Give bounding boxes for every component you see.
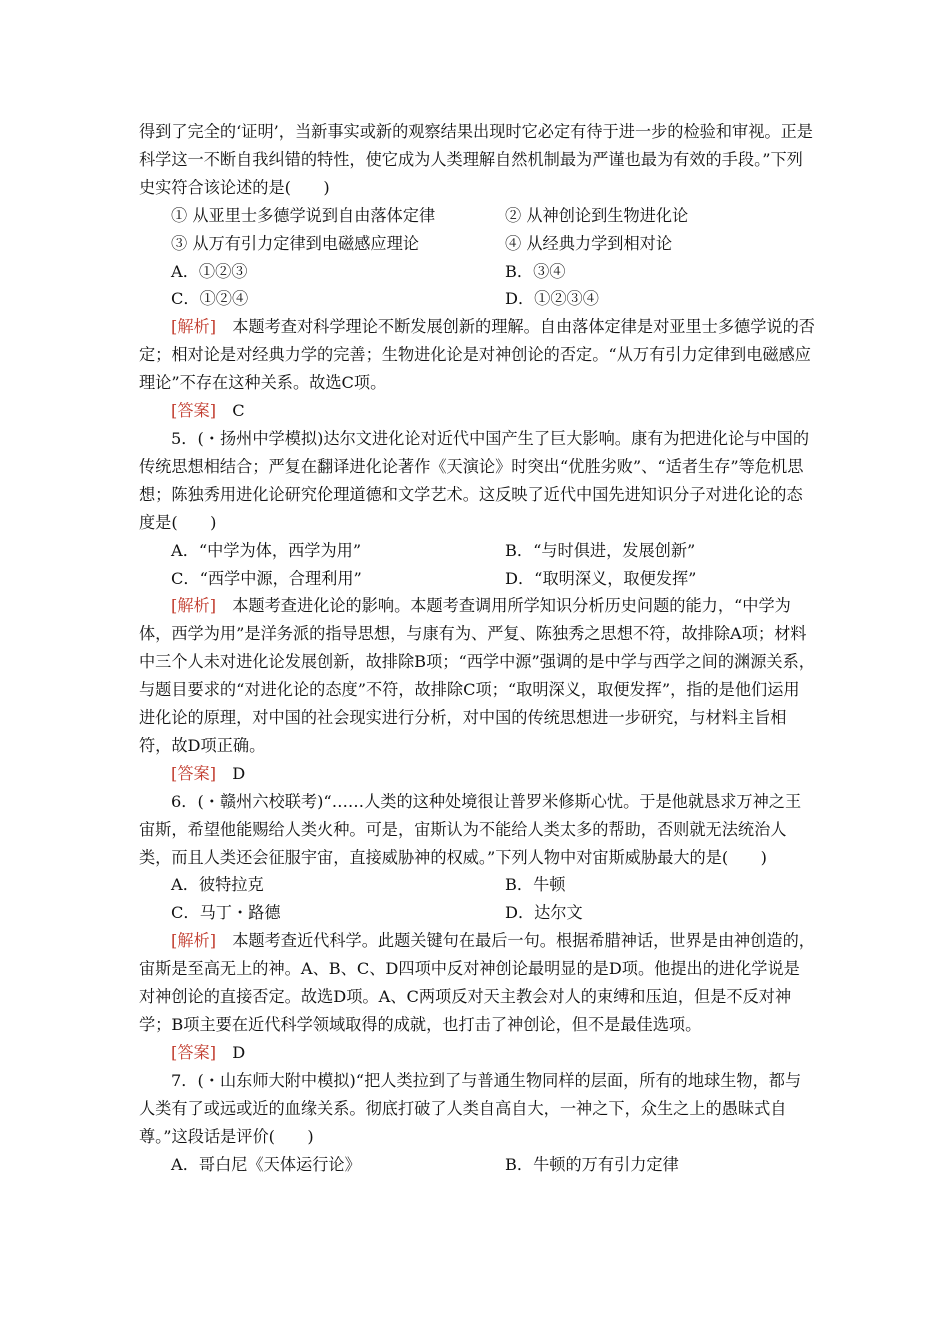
q7-option-row bbox=[139, 1151, 815, 1179]
answer-tag: [ 答案 ] bbox=[171, 1043, 216, 1062]
q7-option-b: B．牛顿的万有引力定律 bbox=[505, 1154, 679, 1174]
q4-option-d: D．①②③④ bbox=[505, 289, 599, 309]
q6-answer bbox=[139, 1039, 815, 1067]
q5-option-row bbox=[139, 537, 815, 565]
q4-option-c: C．①②④ bbox=[171, 289, 249, 309]
q6-analysis bbox=[139, 927, 815, 1039]
q5-answer bbox=[139, 760, 815, 788]
analysis-tag: [ 解析 ] bbox=[171, 596, 216, 615]
q5-option-c: C．“西学中源，合理利用” bbox=[171, 568, 362, 588]
q4-option-row bbox=[139, 285, 815, 313]
q5-option-b: B．“与时俱进，发展创新” bbox=[505, 540, 696, 560]
q6-option-d: D．达尔文 bbox=[505, 903, 583, 923]
q6-option-row bbox=[139, 899, 815, 927]
q4-item: ④ 从经典力学到相对论 bbox=[505, 233, 673, 253]
q4-stem: 得到了完全的‘证明’，当新事实或新的观察结果出现时它必定有待于进一步的检验和审视。正是科学这一不断自我纠错的特性，使它成为人类理解自然机制最为严谨也最为有效的手段。”下列史实符合该论述的是( ) bbox=[139, 122, 813, 197]
q4-item-row bbox=[139, 202, 815, 230]
q5-option-a: A．“中学为体，西学为用” bbox=[171, 540, 362, 560]
q6-option-c: C．马丁・路德 bbox=[171, 903, 281, 923]
answer-tag: [ 答案 ] bbox=[171, 764, 216, 783]
q4-option-b: B．③④ bbox=[505, 261, 566, 281]
q5-option-d: D．“取明深义，取便发挥” bbox=[505, 568, 697, 588]
q7-stem: 7．(・山东师大附中模拟)“把人类拉到了与普通生物同样的层面，所有的地球生物，都与人类有了或远或近的血缘关系。彻底打破了人类自高自大，一神之下，众生之上的愚昧式自尊。”这段话是评价( ) bbox=[139, 1070, 802, 1146]
q6-option-a: A．彼特拉克 bbox=[171, 875, 264, 895]
q5-answer-value: D bbox=[232, 763, 246, 783]
q4-answer bbox=[139, 397, 815, 425]
q4-option-a: A．①②③ bbox=[171, 261, 248, 281]
q7-option-a: A．哥白尼《天体运行论》 bbox=[171, 1154, 361, 1174]
analysis-tag: [ 解析 ] bbox=[171, 317, 216, 336]
q4-analysis bbox=[139, 313, 815, 397]
q6-stem: 6．(・赣州六校联考)“……人类的这种处境很让普罗米修斯心忧。于是他就恳求万神之王宙斯，希望他能赐给人类火种。可是，宙斯认为不能给人类太多的帮助，否则就无法统治人类，而且人类还会征服宇宙，直接威胁神的权威。”下列人物中对宙斯威胁最大的是( ) bbox=[139, 791, 802, 867]
q5-stem: 5．(・扬州中学模拟)达尔文进化论对近代中国产生了巨大影响。康有为把进化论与中国的传统思想相结合；严复在翻译进化论著作《天演论》时突出“优胜劣败”、“适者生存”等危机思想；陈独秀用进化论研究伦理道德和文学艺术。这反映了近代中国先进知识分子对进化论的态度是( ) bbox=[139, 428, 810, 532]
q4-item: ② 从神创论到生物进化论 bbox=[505, 205, 689, 225]
q5-analysis bbox=[139, 592, 815, 759]
analysis-tag: [ 解析 ] bbox=[171, 931, 216, 950]
q4-item: ① 从亚里士多德学说到自由落体定律 bbox=[171, 205, 436, 225]
q4-analysis-text: 本题考查对科学理论不断发展创新的理解。自由落体定律是对亚里士多德学说的否定；相对论是对经典力学的完善；生物进化论是对神创论的否定。“从万有引力定律到电磁感应理论”不存在这种关系。故选C项。 bbox=[139, 317, 815, 393]
q4-item: ③ 从万有引力定律到电磁感应理论 bbox=[171, 233, 419, 253]
q6-answer-value: D bbox=[232, 1042, 246, 1062]
document-page bbox=[139, 118, 815, 1178]
q5-analysis-text: 本题考查进化论的影响。本题考查调用所学知识分析历史问题的能力，“中学为体，西学为用”是洋务派的指导思想，与康有为、严复、陈独秀之思想不符，故排除A项；材料中三个人未对进化论发展创新，故排除B项；“西学中源”强调的是中学与西学之间的渊源关系，与题目要求的“对进化论的态度”不符，故排除C项；“取明深义，取便发挥”，指的是他们运用进化论的原理，对中国的社会现实进行分析，对中国的传统思想进一步研究，与材料主旨相符，故D项正确。 bbox=[139, 596, 815, 755]
q6-analysis-text: 本题考查近代科学。此题关键句在最后一句。根据希腊神话，世界是由神创造的，宙斯是至高无上的神。A、B、C、D四项中反对神创论最明显的是D项。他提出的进化学说是对神创论的直接否定。故选D项。A、C两项反对天主教会对人的束缚和压迫，但是不反对神学；B项主要在近代科学领域取得的成就，也打击了神创论，但不是最佳选项。 bbox=[139, 931, 815, 1034]
q4-option-row bbox=[139, 258, 815, 286]
q4-item-row bbox=[139, 230, 815, 258]
q6-option-b: B．牛顿 bbox=[505, 875, 566, 895]
q5-option-row bbox=[139, 565, 815, 593]
q4-answer-value: C bbox=[232, 401, 245, 421]
q6-option-row bbox=[139, 871, 815, 899]
answer-tag: [ 答案 ] bbox=[171, 401, 216, 420]
